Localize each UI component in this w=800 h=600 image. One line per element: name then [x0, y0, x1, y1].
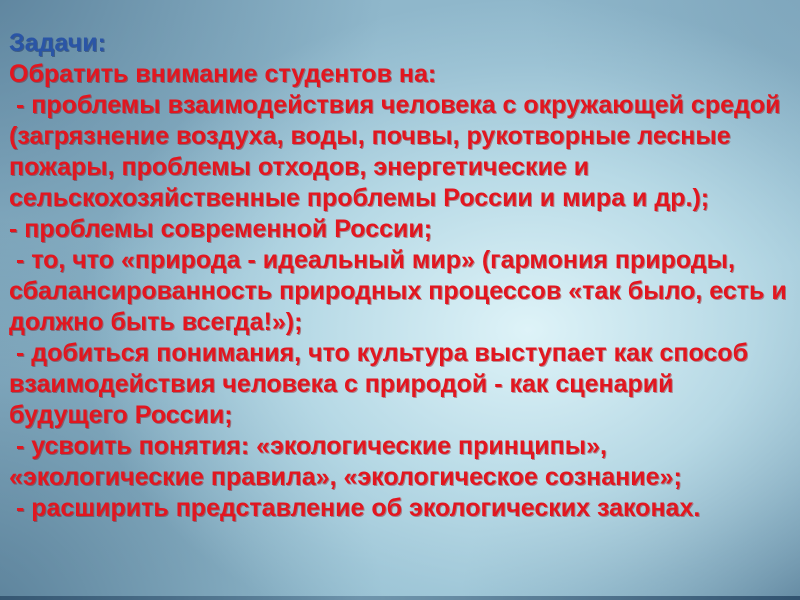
body-line: - проблемы современной России;	[9, 215, 433, 243]
body-line: (загрязнение воздуха, воды, почвы, рукотворные лесные	[9, 122, 731, 150]
slide-text-block	[9, 28, 796, 524]
body-line: - расширить представление об экологических законах.	[9, 494, 701, 522]
body-line: взаимодействия человека с природой - как сценарий	[9, 370, 674, 398]
slide-bottom-edge	[0, 596, 800, 600]
body-line: «экологические правила», «экологическое сознание»;	[9, 463, 682, 491]
slide-title: Задачи:	[9, 29, 106, 57]
body-line: пожары, проблемы отходов, энергетические и	[9, 153, 590, 181]
body-line: должно быть всегда!»);	[9, 308, 303, 336]
body-line: будущего России;	[9, 401, 233, 429]
body-line: Обратить внимание студентов на:	[9, 60, 437, 88]
body-line: - усвоить понятия: «экологические принципы»,	[9, 432, 607, 460]
body-line: сельскохозяйственные проблемы России и мира и др.);	[9, 184, 710, 212]
body-line: - проблемы взаимодействия человека с окружающей средой	[9, 91, 781, 119]
body-line: - то, что «природа - идеальный мир» (гармония природы,	[9, 246, 735, 274]
body-line: - добиться понимания, что культура выступает как способ	[9, 339, 749, 367]
body-line: сбалансированность природных процессов «так было, есть и	[9, 277, 787, 305]
